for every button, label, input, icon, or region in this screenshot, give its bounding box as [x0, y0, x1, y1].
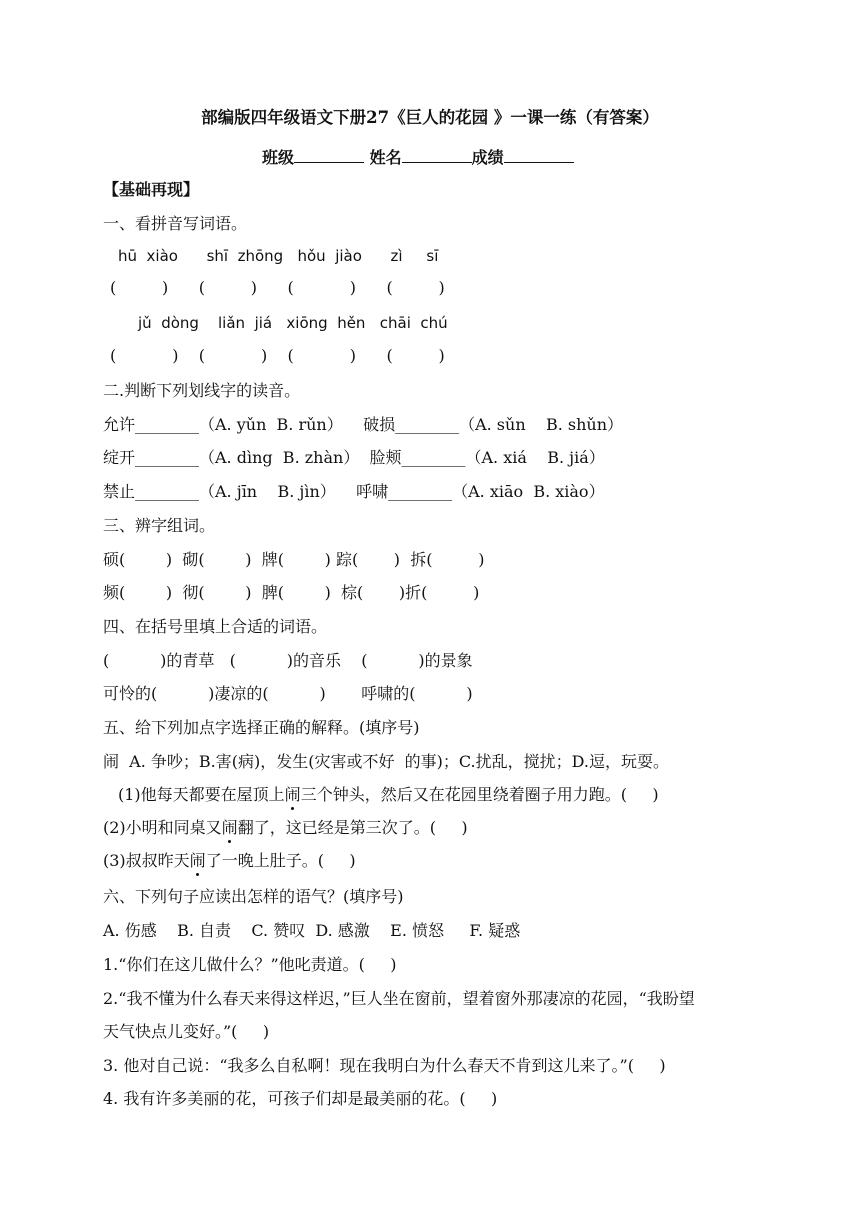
section1-pinyin-row-2: jǔ dòng liǎn jiá xiōng hěn chāi chú — [138, 314, 448, 332]
section4-line[interactable]: 可怜的( )凄凉的( ) 呼啸的( ) — [103, 684, 473, 703]
dotted-character: 闹 — [284, 785, 301, 804]
section6-question-1[interactable]: 1.“你们在这儿做什么？”他叱责道。( ) — [103, 955, 397, 974]
section5-title: 五、给下列加点字选择正确的解释。(填序号) — [103, 718, 420, 737]
section6-question-3[interactable]: 3. 他对自己说：“我多么自私啊！现在我明白为什么春天不肯到这儿来了。”( ) — [103, 1056, 666, 1075]
section5-question-1[interactable] — [118, 785, 659, 805]
section2-title: 二.判断下列划线字的读音。 — [103, 381, 301, 400]
dotted-character: 闹 — [189, 851, 206, 870]
score-label: 成绩 — [471, 148, 504, 167]
section2-line[interactable]: 绽开________（A. dìng B. zhàn） 脸颊________（A. xiá B. jiá） — [103, 448, 605, 467]
question-text: 了一晚上肚子。( ) — [205, 851, 356, 870]
section6-options: A. 伤感 B. 自责 C. 赞叹 D. 感激 E. 愤怒 F. 疑惑 — [103, 921, 521, 940]
section5-question-2[interactable] — [103, 818, 468, 838]
name-blank[interactable] — [402, 146, 472, 163]
section1-answer-brackets-2[interactable]: ( ) ( ) ( ) ( ) — [110, 346, 445, 365]
section3-line[interactable]: 硕( ) 砌( ) 牌( ) 踪( ) 拆( ) — [103, 550, 485, 569]
section3-line[interactable]: 频( ) 彻( ) 脾( ) 棕( )折( ) — [103, 583, 480, 602]
section2-line[interactable]: 允许________（A. yǔn B. rǔn） 破损________（A. sǔn B. shǔn） — [103, 415, 624, 434]
section4-line[interactable]: ( )的青草 ( )的音乐 ( )的景象 — [103, 651, 473, 670]
section1-pinyin-row-1: hū xiào shī zhōng hǒu jiào zì sī — [118, 247, 439, 265]
dotted-character: 闹 — [221, 818, 238, 837]
name-label: 姓名 — [369, 148, 402, 167]
section5-question-3[interactable] — [103, 851, 356, 871]
section4-title: 四、在括号里填上合适的词语。 — [103, 617, 328, 636]
section6-question-2-line-2[interactable]: 天气快点儿变好。”( ) — [103, 1022, 270, 1041]
class-blank[interactable] — [294, 146, 364, 163]
question-text: 翻了，这已经是第三次了。( ) — [237, 818, 468, 837]
section6-title: 六、下列句子应读出怎样的语气？(填序号) — [103, 887, 404, 906]
document-title: 部编版四年级语文下册27《巨人的花园 》一课一练（有答案） — [201, 108, 659, 127]
score-blank[interactable] — [504, 146, 574, 163]
section6-question-4[interactable]: 4. 我有许多美丽的花，可孩子们却是最美丽的花。( ) — [103, 1089, 498, 1108]
question-text: (2)小明和同桌又 — [103, 818, 222, 837]
student-info-row — [262, 146, 574, 168]
section6-question-2-line-1[interactable]: 2.“我不懂为什么春天来得这样迟，”巨人坐在窗前，望着窗外那凄凉的花园，“我盼望 — [103, 989, 695, 1008]
section2-line[interactable]: 禁止________（A. jīn B. jìn） 呼啸________（A. xiāo B. xiào） — [103, 482, 605, 501]
section1-title: 一、看拼音写词语。 — [103, 214, 248, 233]
section3-title: 三、辨字组词。 — [103, 516, 216, 535]
class-label: 班级 — [262, 148, 295, 167]
basic-heading: 【基础再现】 — [103, 180, 200, 199]
section1-answer-brackets-1[interactable]: ( ) ( ) ( ) ( ) — [110, 278, 445, 297]
question-text: 三个钟头，然后又在花园里绕着圈子用力跑。( ) — [300, 785, 659, 804]
section5-definition: 闹 A. 争吵；B.害(病)，发生(灾害或不好 的事)；C.扰乱，搅扰；D.逗，玩耍。 — [103, 752, 669, 771]
question-text: (1)他每天都要在屋顶上 — [118, 785, 285, 804]
question-text: (3)叔叔昨天 — [103, 851, 190, 870]
